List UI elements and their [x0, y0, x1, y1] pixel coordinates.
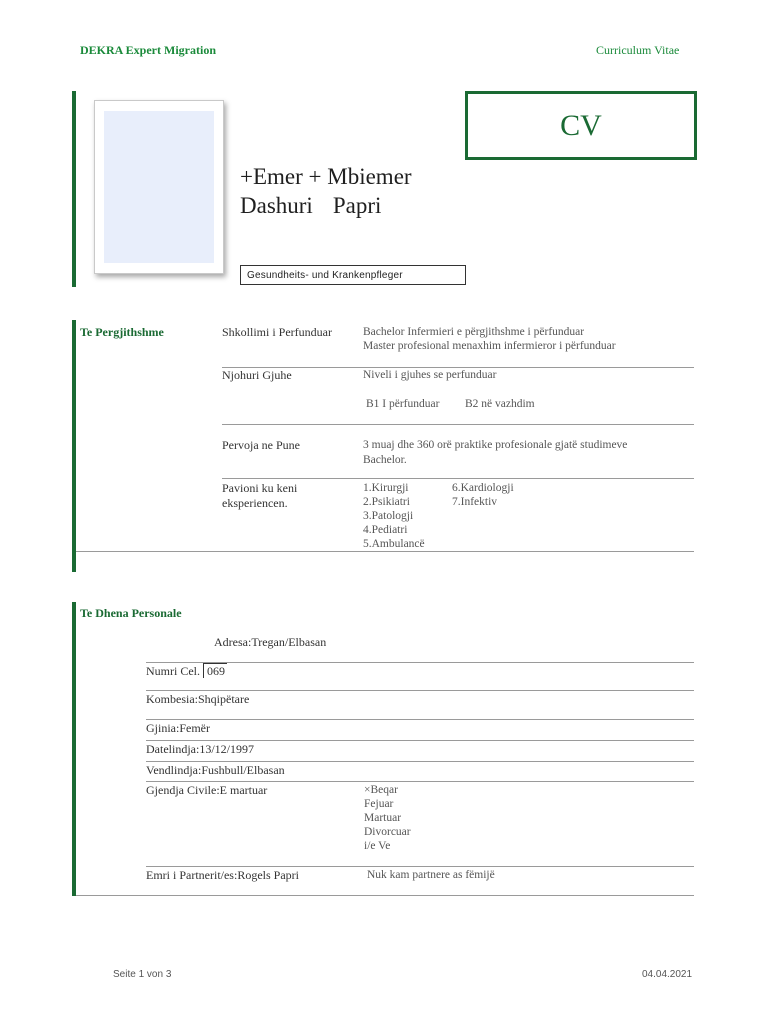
divider	[222, 424, 694, 425]
civil-option: i/e Ve	[364, 840, 391, 852]
experience-line-2: Bachelor.	[363, 454, 407, 466]
phone-label: Numri Cel.	[146, 664, 200, 678]
ward-item: 1.Kirurgji	[363, 482, 409, 494]
education-label: Shkollimi i Perfunduar	[222, 325, 332, 339]
nationality: Kombesia:Shqipëtare	[146, 692, 250, 706]
cv-title-box	[465, 91, 697, 160]
profession-box: Gesundheits- und Krankenpfleger	[240, 265, 466, 285]
section-divider	[76, 895, 694, 896]
ward-item: 3.Patologji	[363, 510, 414, 522]
photo-placeholder	[104, 111, 214, 263]
photo-frame	[94, 100, 224, 274]
education-line-1: Bachelor Infermieri e përgjithshme i përfunduar	[363, 326, 585, 338]
civil-status-label: Gjendja Civile:E martuar	[146, 783, 268, 797]
languages-label: Njohuri Gjuhe	[222, 368, 292, 382]
section-title-general: Te Pergjithshme	[80, 325, 164, 339]
ward-item: 4.Pediatri	[363, 524, 408, 536]
partner-name: Emri i Partnerit/es:Rogels Papri	[146, 868, 299, 882]
divider	[146, 781, 694, 782]
accent-bar-personal	[72, 602, 76, 896]
experience-label: Pervoja ne Pune	[222, 438, 300, 452]
language-b2: B2 në vazhdim	[465, 398, 535, 410]
divider	[222, 478, 694, 479]
section-divider	[76, 551, 694, 552]
divider	[146, 690, 694, 691]
languages-line: Niveli i gjuhes se perfunduar	[363, 369, 497, 381]
cv-title: CV	[560, 108, 602, 142]
last-name: Papri	[332, 193, 382, 218]
footer-date: 04.04.2021	[642, 969, 693, 980]
divider	[146, 761, 694, 762]
address: Adresa:Tregan/Elbasan	[214, 635, 327, 649]
page-number: Seite 1 von 3	[113, 969, 172, 980]
header-company: DEKRA Expert Migration	[80, 43, 216, 57]
name-placeholder: +Emer + Mbiemer	[240, 164, 412, 189]
birthdate: Datelindja:13/12/1997	[146, 742, 254, 756]
divider	[146, 740, 694, 741]
phone-row	[146, 663, 227, 678]
civil-option: ×Beqar	[364, 784, 398, 796]
accent-bar-general	[72, 320, 76, 572]
civil-option: Fejuar	[364, 798, 394, 810]
ward-item: 5.Ambulancë	[363, 538, 425, 550]
divider	[146, 719, 694, 720]
civil-option: Divorcuar	[364, 826, 411, 838]
children-info: Nuk kam partnere as fëmijë	[367, 869, 495, 881]
accent-bar-top	[72, 91, 76, 287]
header-doc-type: Curriculum Vitae	[596, 43, 680, 57]
gender: Gjinia:Femër	[146, 721, 210, 735]
ward-item: 2.Psikiatri	[363, 496, 410, 508]
section-title-personal: Te Dhena Personale	[80, 606, 182, 620]
wards-label-1: Pavioni ku keni	[222, 481, 298, 495]
experience-line-1: 3 muaj dhe 360 orë praktike profesionale gjatë studimeve	[363, 439, 628, 451]
full-name	[240, 192, 381, 220]
first-name: Dashuri	[240, 193, 313, 218]
divider	[146, 662, 694, 663]
language-b1: B1 I përfunduar	[366, 398, 440, 410]
divider	[146, 866, 694, 867]
birthplace: Vendlindja:Fushbull/Elbasan	[146, 763, 285, 777]
civil-option: Martuar	[364, 812, 402, 824]
phone-value: 069	[203, 663, 227, 678]
ward-item: 6.Kardiologji	[452, 482, 514, 494]
wards-label-2: eksperiencen.	[222, 496, 288, 510]
education-line-2: Master profesional menaxhim infermieror i përfunduar	[363, 340, 616, 352]
ward-item: 7.Infektiv	[452, 496, 498, 508]
